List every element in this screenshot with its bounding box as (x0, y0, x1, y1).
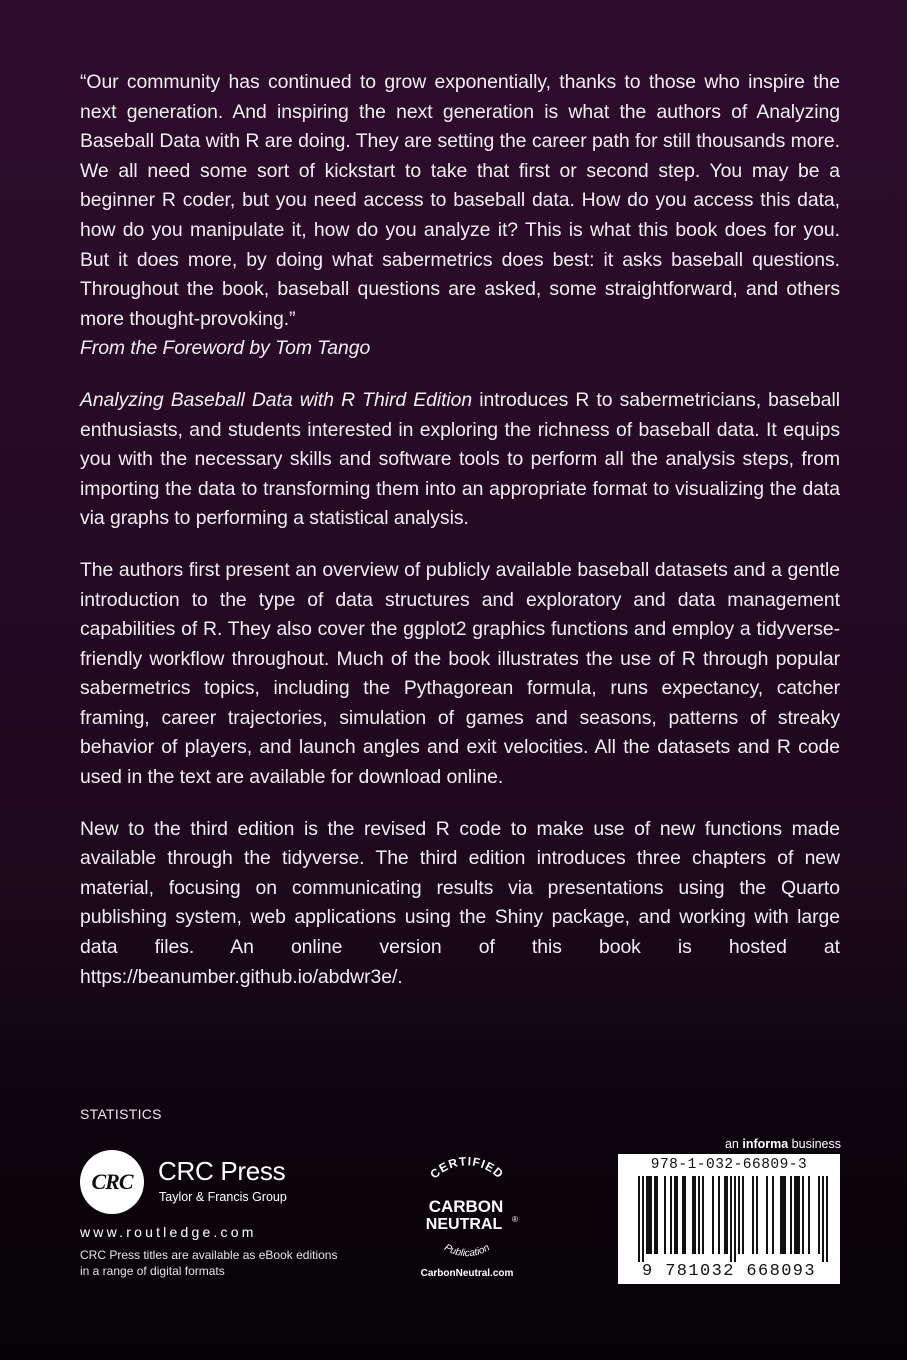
barcode-bar (692, 1176, 694, 1254)
barcode-bar (646, 1176, 648, 1254)
informa-prefix: an (724, 1137, 743, 1151)
barcode-bars (630, 1176, 828, 1262)
barcode-bar (664, 1176, 666, 1254)
barcode-bar (808, 1176, 810, 1254)
barcode-bar (742, 1176, 744, 1254)
barcode-bar (734, 1176, 736, 1262)
barcode-bar (642, 1176, 644, 1262)
barcode-bar (684, 1176, 686, 1254)
carbon-line2: NEUTRAL (425, 1216, 503, 1233)
foreword-quote (80, 68, 840, 364)
isbn-hyphenated: 978-1-032-66809-3 (650, 1157, 808, 1173)
overview-paragraph: The authors first present an overview of publicly available baseball datasets and a gentle introduction to the type of data structures and exploratory and data management capabilities of R. They also cover the ggplot2 graphics functions and employ a tidyverse-friendly workflow throughout. Much of the book illustrates the use of R through popular sabermetrics topics, including the Pythagorean formula, runs expectancy, catcher framing, career trajectories, simulation of games and seasons, patterns of streaky behavior of players, and launch angles and exit velocities. All the datasets and R code used in the text are available for download online. (80, 558, 840, 789)
svg-text:CERTIFIED (427, 1154, 506, 1181)
carbon-certified-text: CERTIFIED (427, 1154, 507, 1182)
barcode-bar (656, 1176, 658, 1254)
svg-text:Publication (442, 1242, 492, 1259)
barcode-bar (654, 1176, 656, 1254)
barcode-bar (718, 1176, 720, 1254)
isbn-digits: 9 781032 668093 (641, 1262, 817, 1281)
carbon-publication-text: Publication (442, 1242, 492, 1260)
informa-line (700, 1137, 841, 1151)
publisher-website: www.routledge.com (80, 1224, 257, 1240)
barcode-bar (670, 1176, 672, 1254)
barcode-bar (674, 1176, 676, 1254)
barcode-bar (782, 1176, 784, 1254)
barcode-bar (772, 1176, 774, 1254)
barcode-bar (702, 1176, 704, 1254)
category-label: STATISTICS (80, 1106, 162, 1122)
barcode-bar (780, 1176, 782, 1254)
barcode-bar (822, 1176, 824, 1262)
barcode-bar (676, 1176, 678, 1254)
barcode-bar (798, 1176, 800, 1254)
barcode-bar (796, 1176, 798, 1254)
barcode-bar (730, 1176, 732, 1262)
back-cover-text (80, 68, 840, 1014)
carbon-neutral-site: CarbonNeutral.com (420, 1268, 514, 1279)
crc-logo-text: CRC (91, 1169, 133, 1194)
barcode-bar (784, 1176, 786, 1254)
barcode-bar (818, 1176, 820, 1254)
barcode-bar (802, 1176, 804, 1254)
barcode-bar (756, 1176, 758, 1254)
crc-logo (80, 1150, 144, 1214)
intro-paragraph (80, 386, 840, 534)
carbon-neutral-badge (402, 1148, 532, 1284)
isbn-barcode (618, 1154, 840, 1284)
barcode-bar (794, 1176, 796, 1254)
barcode-bar (694, 1176, 696, 1254)
barcode-bar (650, 1176, 652, 1254)
intro-text: introduces R to sabermetricians, baseball enthusiasts, and students interested in exploring the richness of baseball data. It equips you with the necessary skills and software tools to perform all the analysis steps, from importing the data to transforming them into an appropriate format to visualizing the data via graphs to performing a statistical analysis. (80, 388, 840, 530)
barcode-bar (638, 1176, 640, 1262)
publisher-group: Taylor & Francis Group (159, 1190, 287, 1204)
barcode-bar (752, 1176, 754, 1254)
barcode-bar (726, 1176, 728, 1254)
carbon-line1: CARBON (428, 1197, 504, 1216)
ebook-note: CRC Press titles are available as eBook editions in a range of digital formats (80, 1248, 338, 1278)
barcode-bar (826, 1176, 828, 1262)
barcode-bar (724, 1176, 726, 1254)
barcode-bar (766, 1176, 768, 1254)
quote-attribution: From the Foreword by Tom Tango (80, 337, 371, 360)
new-edition-paragraph: New to the third edition is the revised R code to make use of new functions made available through the tidyverse. The third edition introduces three chapters of new material, focusing on communicating results via presentations using the Quarto publishing system, web applications using the Shiny package, and working with large data files. An online version of this book is hosted at https://beanumber.github.io/abdwr3e/. (80, 817, 840, 988)
barcode-bar (648, 1176, 650, 1254)
barcode-bar (712, 1176, 714, 1254)
book-title: Analyzing Baseball Data with R Third Edition (80, 388, 473, 411)
barcode-bar (790, 1176, 792, 1254)
quote-text: “Our community has continued to grow exponentially, thanks to those who inspire the next generation. And inspiring the next generation is what the authors of Analyzing Baseball Data with R are doing. They are setting the career path for still thousands more. We all need some sort of kickstart to take that first or second step. You may be a beginner R coder, but you need access to baseball data. How do you access this data, how do you manipulate it, how do you analyze it? This is what this book does for you. But it does more, by doing what sabermetrics does best: it asks baseball questions. Throughout the book, baseball questions are asked, some straightforward, and others more thought-provoking.” (80, 71, 840, 330)
publisher-name: CRC Press (158, 1156, 286, 1186)
barcode-bar (738, 1176, 740, 1254)
barcode-bar (698, 1176, 700, 1254)
informa-suffix: business (788, 1137, 841, 1151)
barcode-bar (682, 1176, 684, 1254)
carbon-registered: ® (512, 1215, 518, 1224)
informa-brand: informa (742, 1137, 789, 1151)
